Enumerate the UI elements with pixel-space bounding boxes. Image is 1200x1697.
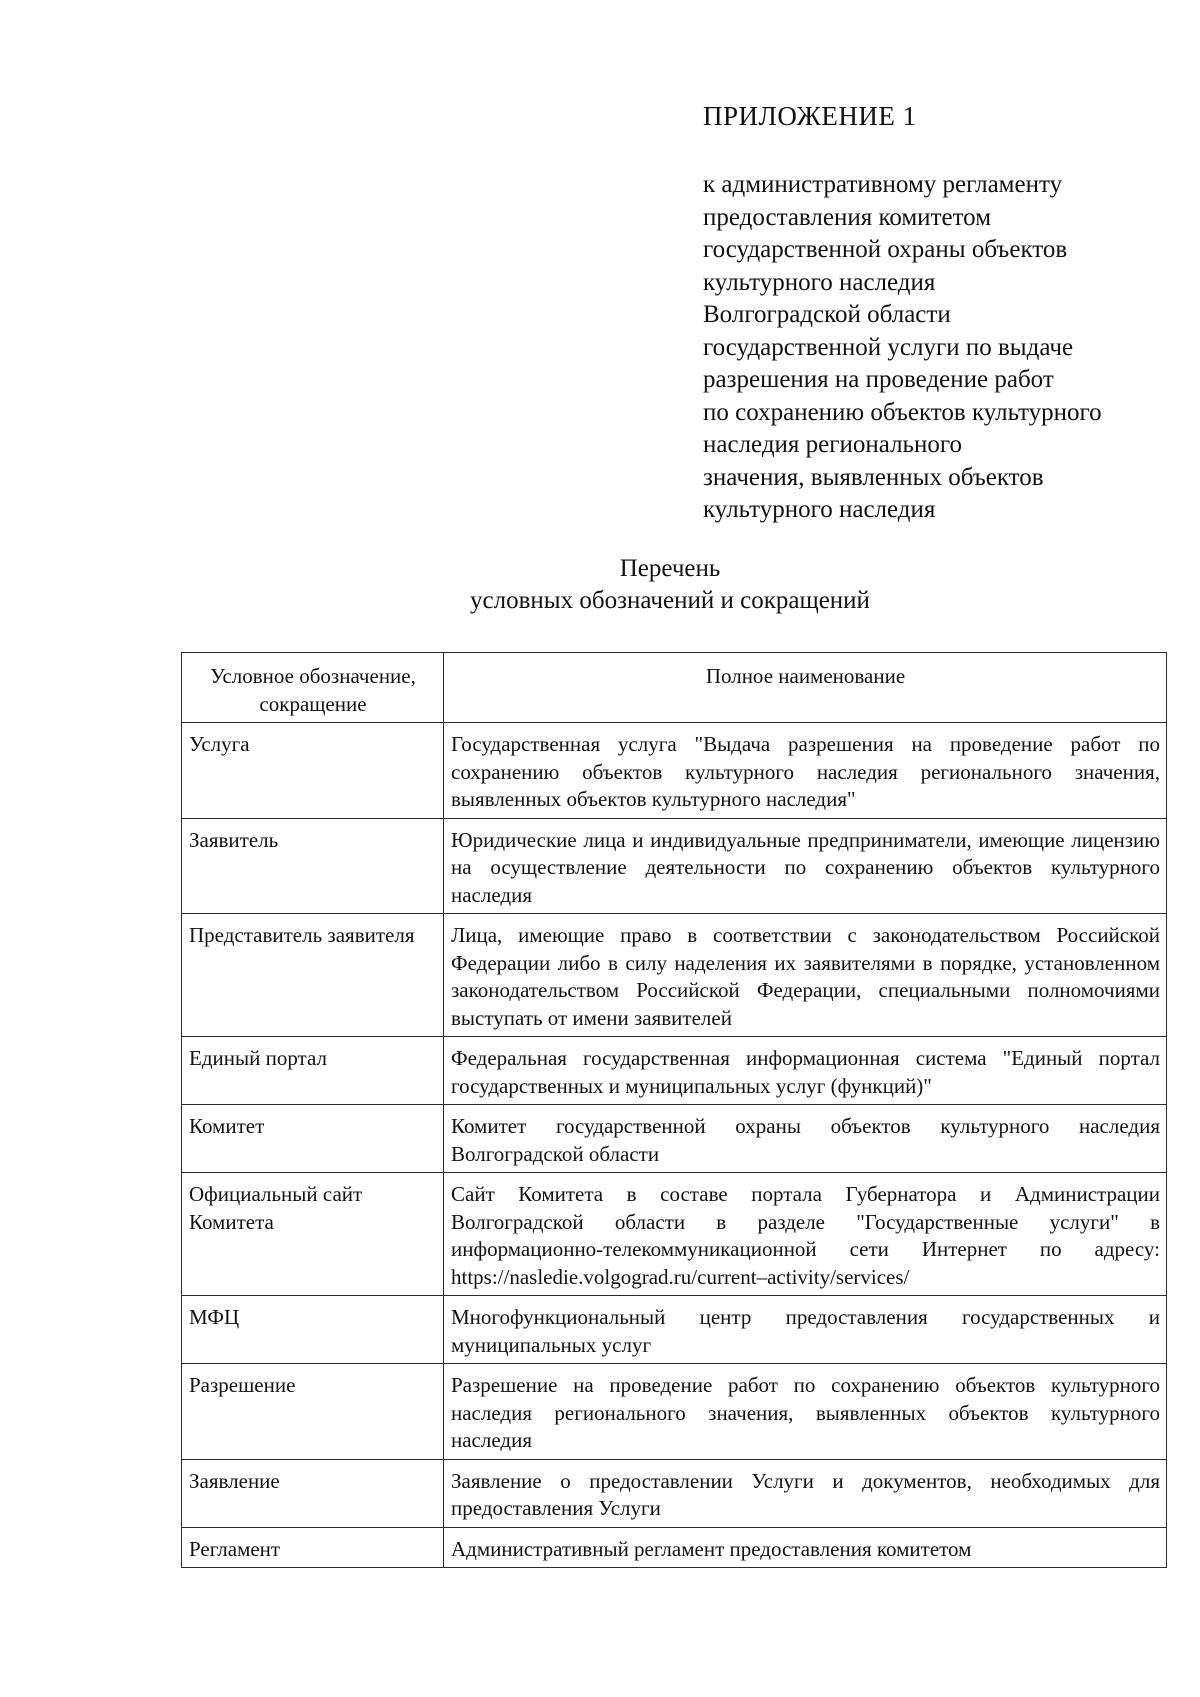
- term-cell: Регламент: [182, 1527, 444, 1568]
- table-row: [182, 818, 1167, 914]
- definition-cell: Сайт Комитета в составе портала Губернатора и Администрации Волгоградской области в разделе "Государственные услуги" в информационно-телекоммуникационной сети Интернет по адресу: https://nasledie.volgograd.ru/current–activity/services/: [444, 1173, 1167, 1296]
- term-cell: Услуга: [182, 723, 444, 819]
- definition-cell: Многофункциональный центр предоставления государственных и муниципальных услуг: [444, 1296, 1167, 1364]
- list-heading: [0, 553, 1200, 617]
- term-cell: Представитель заявителя: [182, 914, 444, 1037]
- appendix-line: культурного наследия: [703, 268, 936, 296]
- list-heading-line1: Перечень: [619, 555, 721, 582]
- definition-cell: Комитет государственной охраны объектов культурного наследия Волгоградской области: [444, 1105, 1167, 1173]
- definition-cell: Федеральная государственная информационная система "Единый портал государственных и муниципальных услуг (функций)": [444, 1037, 1167, 1105]
- appendix-line: по сохранению объектов культурного: [703, 398, 1102, 426]
- table-row: [182, 1105, 1167, 1173]
- definition-cell: Государственная услуга "Выдача разрешения на проведение работ по сохранению объектов культурного наследия регионального значения, выявленных объектов культурного наследия": [444, 723, 1167, 819]
- table-row: [182, 723, 1167, 819]
- appendix-line: государственной охраны объектов: [703, 236, 1068, 263]
- appendix-header: [703, 100, 1183, 527]
- appendix-line: государственной услуги по выдаче: [703, 333, 1074, 361]
- table-row: [182, 1364, 1167, 1460]
- definition-cell: Заявление о предоставлении Услуги и документов, необходимых для предоставления Услуги: [444, 1459, 1167, 1527]
- term-cell: Разрешение: [182, 1364, 444, 1460]
- table-row: [182, 1296, 1167, 1364]
- appendix-title: ПРИЛОЖЕНИЕ 1: [703, 101, 917, 131]
- table-row: [182, 1173, 1167, 1296]
- appendix-line: культурного наследия: [703, 496, 936, 523]
- appendix-line: Волгоградской области: [703, 301, 951, 328]
- appendix-line: к административному регламенту: [703, 171, 1063, 198]
- abbreviations-table: [181, 652, 1167, 1568]
- table-row: [182, 1527, 1167, 1568]
- definition-cell: Разрешение на проведение работ по сохранению объектов культурного наследия регионального значения, выявленных объектов культурного наследия: [444, 1364, 1167, 1460]
- column-header-definition: Полное наименование: [444, 653, 1167, 723]
- appendix-line: наследия регионального: [703, 431, 962, 458]
- table-header-row: [182, 653, 1167, 723]
- appendix-subtitle: [703, 169, 1183, 527]
- list-heading-line2: условных обозначений и сокращений: [470, 587, 870, 614]
- term-cell: Комитет: [182, 1105, 444, 1173]
- table-row: [182, 914, 1167, 1037]
- appendix-line: значения, выявленных объектов: [703, 463, 1044, 491]
- term-cell: Заявитель: [182, 818, 444, 914]
- term-cell: Официальный сайт Комитета: [182, 1173, 444, 1296]
- appendix-line: предоставления комитетом: [703, 203, 992, 231]
- appendix-line: разрешения на проведение работ: [703, 366, 1054, 393]
- definition-cell: Юридические лица и индивидуальные предприниматели, имеющие лицензию на осуществление деятельности по сохранению объектов культурного наследия: [444, 818, 1167, 914]
- definition-cell: Лица, имеющие право в соответствии с законодательством Российской Федерации либо в силу наделения их заявителями в порядке, установленном законодательством Российской Федерации, специальными полномочиями выступать от имени заявителей: [444, 914, 1167, 1037]
- table-row: [182, 1037, 1167, 1105]
- definition-cell: Административный регламент предоставления комитетом: [444, 1527, 1167, 1568]
- term-cell: Заявление: [182, 1459, 444, 1527]
- term-cell: Единый портал: [182, 1037, 444, 1105]
- term-cell: МФЦ: [182, 1296, 444, 1364]
- column-header-term: Условное обозначение, сокращение: [182, 653, 444, 723]
- table-row: [182, 1459, 1167, 1527]
